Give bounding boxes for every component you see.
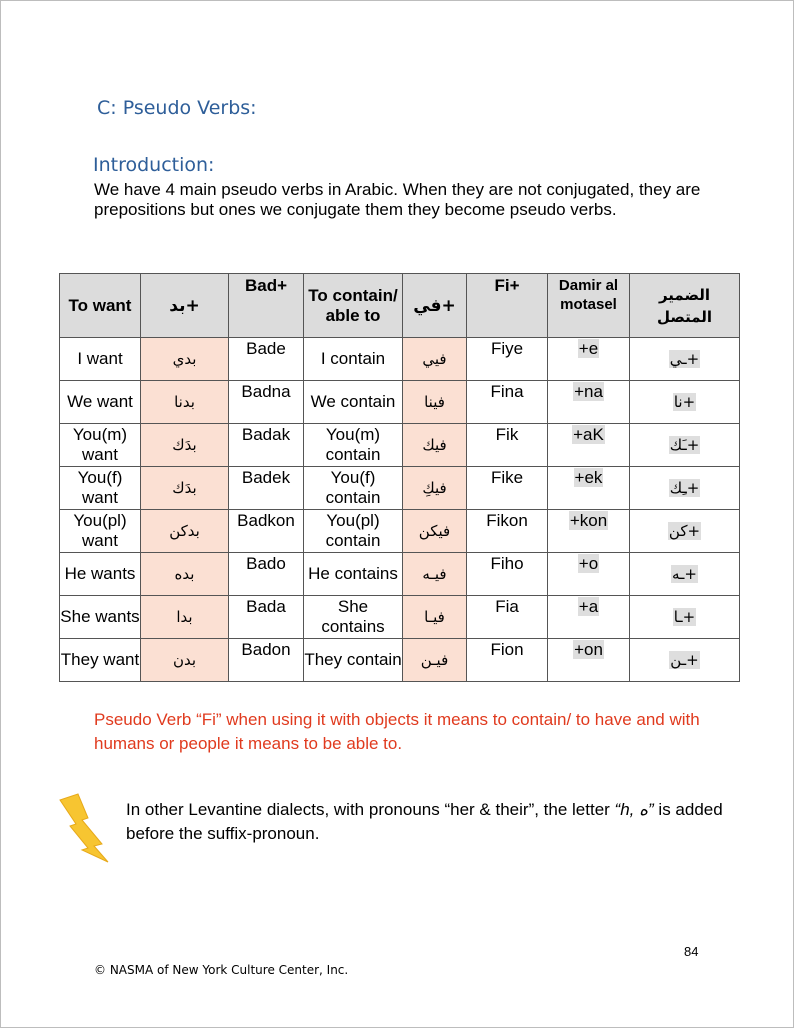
cell-suffix-latin <box>548 467 630 510</box>
cell-suffix-arabic <box>630 510 740 553</box>
cell-suffix-latin <box>548 596 630 639</box>
cell-suffix-latin <box>548 381 630 424</box>
intro-text: We have 4 main pseudo verbs in Arabic. When they are not conjugated, they are prepositions but ones we conjugate them they become pseudo verbs. <box>94 180 701 219</box>
header-fi: Fi+ <box>467 274 548 338</box>
suffix-latin-text: +ek <box>574 468 603 487</box>
cell-bad-form: Badek <box>229 467 304 510</box>
pseudo-verbs-table <box>59 273 740 682</box>
cell-pronoun-contain: He contains <box>304 553 403 596</box>
cell-pronoun-contain: You(m) contain <box>304 424 403 467</box>
cell-bad-arabic: بدي <box>141 338 229 381</box>
cell-fi-form: Fiho <box>467 553 548 596</box>
suffix-arabic-text: +نا <box>673 393 696 411</box>
cell-bad-form: Badak <box>229 424 304 467</box>
table-row <box>60 424 740 467</box>
suffix-arabic-text: +ـا <box>673 608 696 626</box>
suffix-latin-text: +a <box>578 597 599 616</box>
footer-copyright: © NASMA of New York Culture Center, Inc. <box>94 963 349 977</box>
cell-suffix-latin <box>548 639 630 682</box>
page-number: 84 <box>684 944 699 959</box>
cell-suffix-arabic <box>630 553 740 596</box>
tip-text-after: is added before the suffix-pronoun. <box>126 800 723 843</box>
cell-pronoun-want: You(m) want <box>60 424 141 467</box>
cell-bad-arabic: بدنا <box>141 381 229 424</box>
cell-suffix-arabic <box>630 639 740 682</box>
cell-fi-arabic: فيكِ <box>403 467 467 510</box>
cell-pronoun-contain: They contain <box>304 639 403 682</box>
table-row <box>60 596 740 639</box>
cell-fi-form: Fike <box>467 467 548 510</box>
cell-pronoun-want: You(pl) want <box>60 510 141 553</box>
cell-pronoun-want: They want <box>60 639 141 682</box>
cell-fi-arabic: فيكن <box>403 510 467 553</box>
cell-bad-form: Badon <box>229 639 304 682</box>
cell-suffix-arabic <box>630 424 740 467</box>
cell-pronoun-contain: You(pl) contain <box>304 510 403 553</box>
intro-heading: Introduction: <box>93 154 215 176</box>
header-bad-arabic: +بد <box>141 274 229 338</box>
table-header-row <box>60 274 740 338</box>
suffix-latin-text: +o <box>578 554 599 573</box>
section-title: C: Pseudo Verbs: <box>97 97 257 119</box>
cell-suffix-arabic <box>630 338 740 381</box>
header-damir: Damir al motasel <box>548 274 630 338</box>
suffix-latin-text: +kon <box>569 511 608 530</box>
cell-pronoun-contain: I contain <box>304 338 403 381</box>
cell-suffix-latin <box>548 510 630 553</box>
cell-fi-arabic: فينا <box>403 381 467 424</box>
cell-suffix-arabic <box>630 596 740 639</box>
header-fi-arabic: +في <box>403 274 467 338</box>
cell-bad-form: Bada <box>229 596 304 639</box>
cell-fi-form: Fion <box>467 639 548 682</box>
suffix-arabic-text: +ـي <box>669 350 700 368</box>
suffix-latin-text: +aK <box>573 425 604 444</box>
cell-suffix-latin <box>548 553 630 596</box>
cell-bad-arabic: بدَك <box>141 467 229 510</box>
cell-pronoun-want: He wants <box>60 553 141 596</box>
cell-pronoun-want: You(f) want <box>60 467 141 510</box>
table-row <box>60 510 740 553</box>
cell-fi-arabic: فيك <box>403 424 467 467</box>
cell-suffix-arabic <box>630 467 740 510</box>
header-bad: Bad+ <box>229 274 304 338</box>
table-row <box>60 467 740 510</box>
cell-pronoun-want: We want <box>60 381 141 424</box>
table-row <box>60 553 740 596</box>
cell-bad-form: Badna <box>229 381 304 424</box>
cell-suffix-latin <box>548 424 630 467</box>
cell-bad-arabic: بدن <box>141 639 229 682</box>
suffix-arabic-text: +كن <box>668 522 701 540</box>
cell-fi-form: Fikon <box>467 510 548 553</box>
cell-fi-form: Fina <box>467 381 548 424</box>
cell-pronoun-want: She wants <box>60 596 141 639</box>
cell-bad-arabic: بدكن <box>141 510 229 553</box>
header-to-contain: To contain/ able to <box>304 274 403 338</box>
tip-text-before: In other Levantine dialects, with pronouns “her & their”, the letter <box>126 800 615 819</box>
table-row <box>60 381 740 424</box>
cell-pronoun-contain: You(f) contain <box>304 467 403 510</box>
cell-bad-arabic: بدَك <box>141 424 229 467</box>
note-red: Pseudo Verb “Fi” when using it with objects it means to contain/ to have and with humans or people it means to be able to. <box>94 710 700 753</box>
cell-suffix-arabic <box>630 381 740 424</box>
cell-fi-arabic: فيـا <box>403 596 467 639</box>
suffix-arabic-text: +ـَك <box>669 436 700 454</box>
suffix-latin-text: +on <box>574 640 603 659</box>
cell-fi-arabic: فيي <box>403 338 467 381</box>
table-row <box>60 639 740 682</box>
tip-text <box>126 798 726 846</box>
suffix-latin-text: +na <box>574 382 603 401</box>
suffix-latin-text: +e <box>578 339 599 358</box>
cell-bad-form: Bado <box>229 553 304 596</box>
table-body <box>60 338 740 682</box>
suffix-arabic-text: +ـه <box>671 565 697 583</box>
cell-fi-form: Fia <box>467 596 548 639</box>
header-damir-arabic: الضمير المتصل <box>630 274 740 338</box>
suffix-arabic-text: +ـِك <box>669 479 700 497</box>
cell-bad-arabic: بده <box>141 553 229 596</box>
cell-suffix-latin <box>548 338 630 381</box>
cell-bad-arabic: بدا <box>141 596 229 639</box>
table-row <box>60 338 740 381</box>
lightning-bolt-icon <box>58 792 110 864</box>
header-to-want: To want <box>60 274 141 338</box>
suffix-arabic-text: +ـن <box>670 651 699 669</box>
cell-fi-arabic: فيـه <box>403 553 467 596</box>
cell-bad-form: Badkon <box>229 510 304 553</box>
cell-fi-arabic: فيـن <box>403 639 467 682</box>
cell-pronoun-want: I want <box>60 338 141 381</box>
cell-bad-form: Bade <box>229 338 304 381</box>
cell-fi-form: Fik <box>467 424 548 467</box>
cell-pronoun-contain: She contains <box>304 596 403 639</box>
cell-fi-form: Fiye <box>467 338 548 381</box>
cell-pronoun-contain: We contain <box>304 381 403 424</box>
tip-letter: “h, ه” <box>614 800 654 819</box>
